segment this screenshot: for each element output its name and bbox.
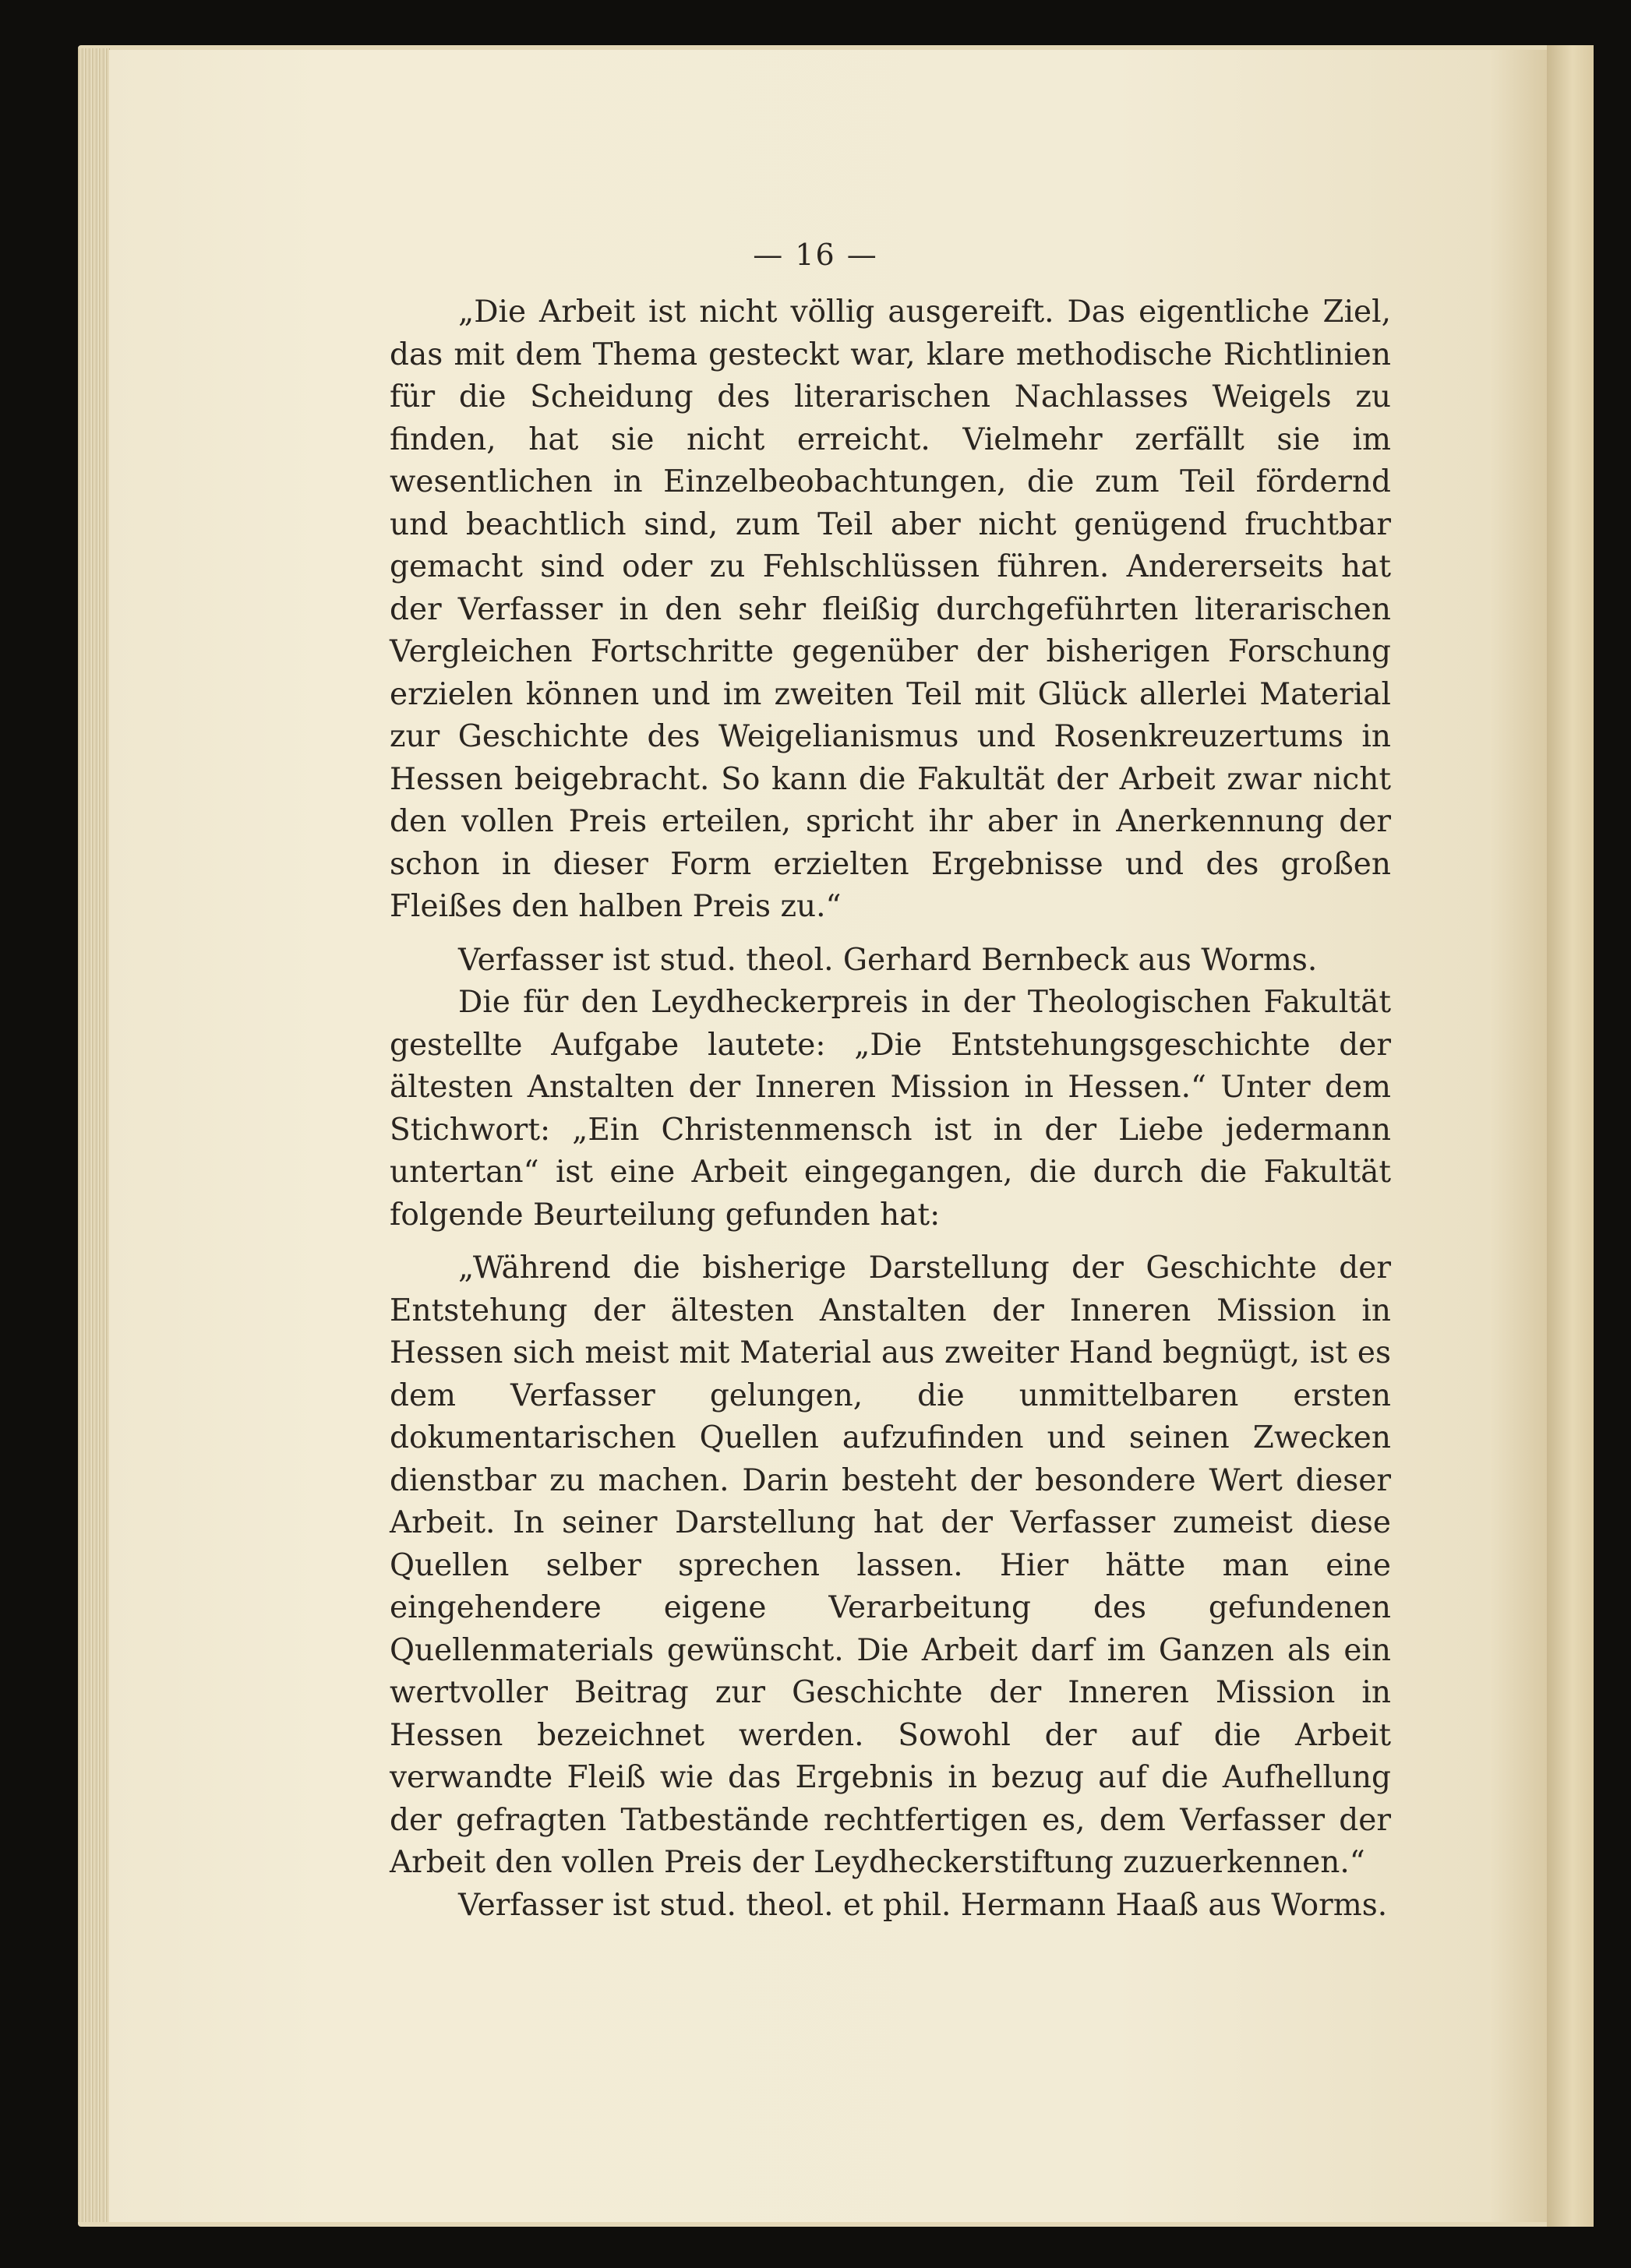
page-edges	[78, 48, 110, 2222]
paragraph-author-bernbeck: Verfasser ist stud. theol. Gerhard Bernbeck aus Worms.	[458, 942, 1318, 978]
paragraph-author-haass: Verfasser ist stud. theol. et phil. Hermann Haaß aus Worms.	[458, 1887, 1388, 1923]
paragraph-leydhecker-prize: Die für den Leydheckerpreis in der Theologischen Fakultät gestellte Aufgabe lautete: „Die Entstehungsgeschichte der ältesten Anstalten der Inneren Mission in Hessen.“ Unter dem Stichwort: „Ein Christenmensch ist in der Liebe jedermann untertan“ ist eine Arbeit eingegangen, die durch die Fakultät folgende Beurteilung gefunden hat:	[390, 985, 1391, 1233]
binding-shadow	[1547, 45, 1594, 2227]
body-text	[390, 291, 1391, 1927]
page-number: — 16 —	[753, 238, 878, 272]
paragraph-inner-mission-evaluation: „Während die bisherige Darstellung der Geschichte der Entstehung der ältesten Anstalten der Inneren Mission in Hessen sich meist mit Material aus zweiter Hand begnügt, ist es dem Verfasser gelungen, die unmittelbaren ersten dokumentarischen Quellen aufzufinden und seinen Zwecken dienstbar zu machen. Darin besteht der besondere Wert dieser Arbeit. In seiner Darstellung hat der Verfasser zumeist diese Quellen selber sprechen lassen. Hier hätte man eine eingehendere eigene Verarbeitung des gefundenen Quellenmaterials gewünscht. Die Arbeit darf im Ganzen als ein wertvoller Beitrag zur Geschichte der Inneren Mission in Hessen bezeichnet werden. Sowohl der auf die Arbeit verwandte Fleiß wie das Ergebnis in bezug auf die Aufhellung der gefragten Tatbestände rechtfertigen es, dem Verfasser der Arbeit den vollen Preis der Leydheckerstiftung zuzuerkennen.“	[390, 1250, 1391, 1880]
paragraph-weigel-evaluation: „Die Arbeit ist nicht völlig ausgereift. Das eigentliche Ziel, das mit dem Thema gesteckt war, klare methodische Richtlinien für die Scheidung des literarischen Nachlasses Weigels zu finden, hat sie nicht erreicht. Vielmehr zerfällt sie im wesentlichen in Einzelbeobachtungen, die zum Teil fördernd und beachtlich sind, zum Teil aber nicht genügend fruchtbar gemacht sind oder zu Fehlschlüssen führen. Andererseits hat der Verfasser in den sehr fleißig durchgeführten literarischen Vergleichen Fortschritte gegenüber der bisherigen Forschung erzielen können und im zweiten Teil mit Glück allerlei Material zur Geschichte des Weigelianismus und Rosenkreuzertums in Hessen beigebracht. So kann die Fakultät der Arbeit zwar nicht den vollen Preis erteilen, spricht ihr aber in Anerkennung der schon in dieser Form erzielten Ergebnisse und des großen Fleißes den halben Preis zu.“	[390, 295, 1391, 924]
